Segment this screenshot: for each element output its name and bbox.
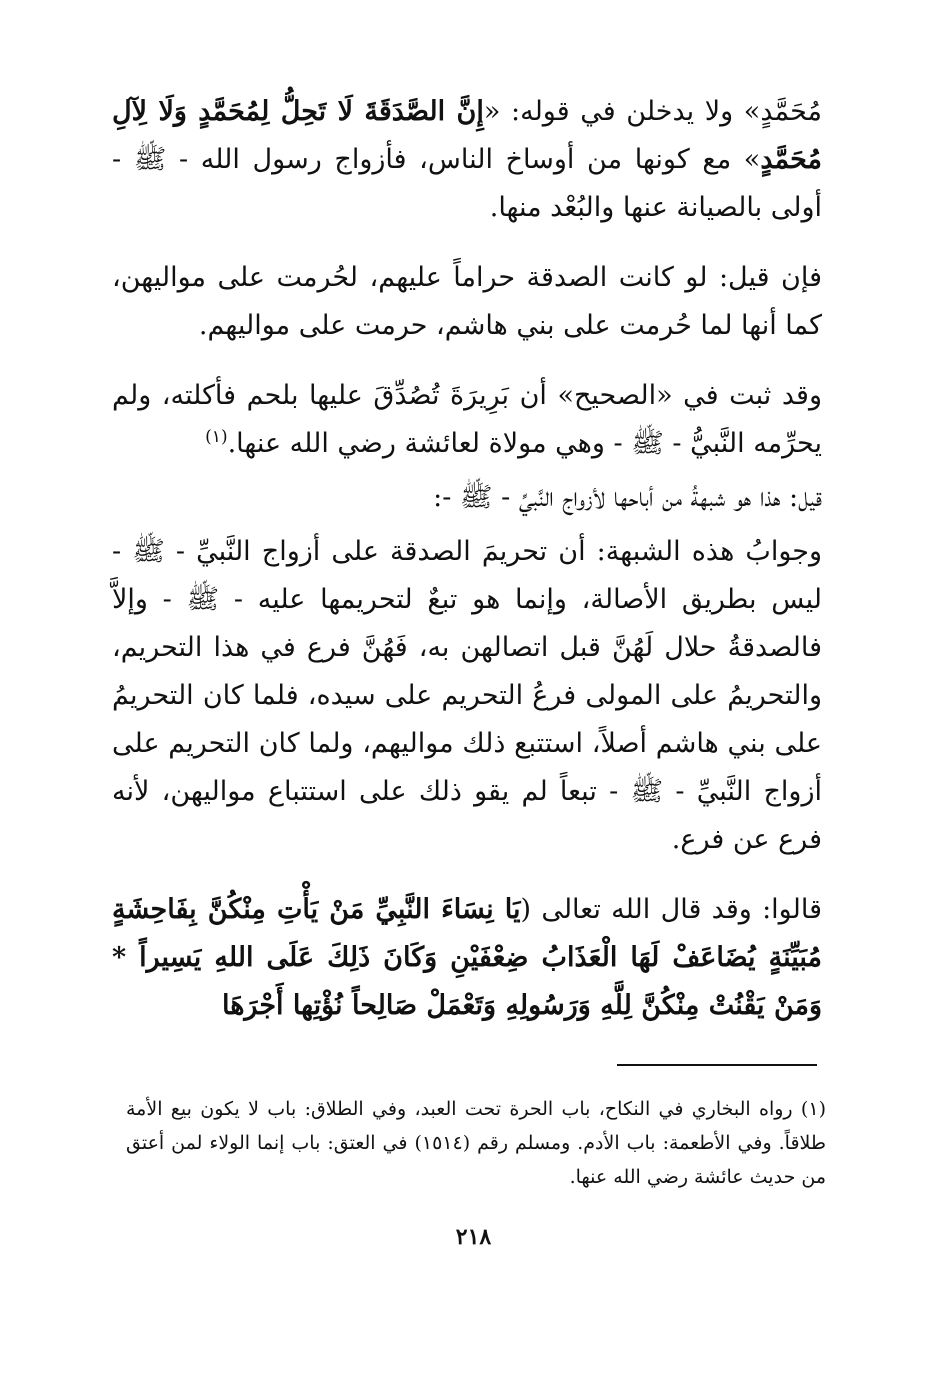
paragraph-6: [112, 886, 822, 1030]
paragraph-1-after: » مع كونها من أوساخ الناس، فأزواج رسول الله - ﷺ - أولى بالصيانة عنها والبُعْد منها.: [112, 144, 822, 223]
paragraph-3: [112, 372, 822, 468]
paragraph-1: [112, 88, 822, 232]
page-number: ٢١٨: [455, 1224, 492, 1250]
footnote-reference: (١): [205, 427, 228, 447]
paragraph-3-text: وقد ثبت في «الصحيح» أن بَرِيرَةَ تُصُدِّقَ عليها بلحم فأكلته، ولم يحرِّمه النَّبيُّ - ﷺ - وهي مولاة لعائشة رضي الله عنها.: [112, 380, 822, 459]
footnote-divider: [617, 1064, 817, 1066]
quran-verse: يَا نِسَاءَ النَّبِيِّ مَنْ يَأْتِ مِنْكُنَّ بِفَاحِشَةٍ مُبَيِّنَةٍ يُضَاعَفْ لَهَا الْعَذَابُ ضِعْفَيْنِ وَكَانَ ذَلِكَ عَلَى اللهِ يَسِيراً * وَمَنْ يَقْنُتْ مِنْكُنَّ لِلَّهِ وَرَسُولِهِ وَتَعْمَلْ صَالِحاً نُؤْتِها أَجْرَهَا: [112, 894, 822, 1021]
paragraph-6-before: قالوا: وقد قال الله تعالى (: [520, 894, 822, 925]
paragraph-4: قيل: هذا هو شبهةُ من أباحها لأزواج النَّبيِّ - ﷺ -:: [433, 482, 822, 513]
footnote: (١) رواه البخاري في النكاح، باب الحرة تحت العبد، وفي الطلاق: باب لا يكون بيع الأمة طلاقاً. وفي الأطعمة: باب الأدم. ومسلم رقم (١٥١٤) في العتق: باب إنما الولاء لمن أعتق من حديث عائشة رضي الله عنها.: [126, 1098, 826, 1188]
paragraph-1-before: مُحَمَّدٍ» ولا يدخلن في قوله: «: [483, 96, 822, 127]
main-text: [112, 88, 822, 1052]
paragraph-2: فإن قيل: لو كانت الصدقة حراماً عليهم، لحُرمت على مواليهن، كما أنها لما حُرمت على بني هاشم، حرمت على مواليهم.: [112, 262, 822, 341]
paragraph-5: وجوابُ هذه الشبهة: أن تحريمَ الصدقة على أزواج النَّبيِّ - ﷺ - ليس بطريق الأصالة، وإنما هو تبعٌ لتحريمها عليه - ﷺ - وإلاَّ فالصدقةُ حلال لَهُنَّ قبل اتصالهن به، فَهُنَّ فرع في هذا التحريم، والتحريمُ على المولى فرعُ التحريم على سيده، فلما كان التحريمُ على بني هاشم أصلاً، استتبع ذلك مواليهم، ولما كان التحريم على أزواج النَّبيِّ - ﷺ - تبعاً لم يقو ذلك على استتباع مواليهن، لأنه فرع عن فرع.: [112, 536, 822, 855]
hadith-quote: إِنَّ الصَّدَقَةَ لَا تَحِلُّ لِمُحَمَّدٍ وَلَا لِآلِ مُحَمَّدٍ: [112, 96, 822, 175]
